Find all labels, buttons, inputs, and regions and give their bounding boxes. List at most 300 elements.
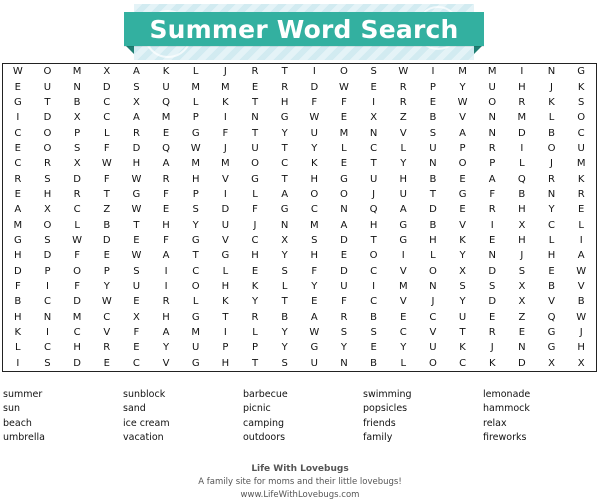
grid-letter: U bbox=[310, 127, 318, 139]
grid-letter: A bbox=[340, 219, 348, 231]
grid-letter: H bbox=[73, 342, 81, 354]
grid-letter: U bbox=[221, 219, 230, 231]
grid-letter: U bbox=[488, 81, 496, 93]
grid-letter: B bbox=[548, 127, 555, 139]
grid-letter: M bbox=[487, 66, 497, 78]
grid-letter: B bbox=[518, 188, 526, 200]
grid-letter: C bbox=[370, 265, 378, 277]
grid-letter: Y bbox=[281, 327, 288, 339]
grid-letter: B bbox=[429, 219, 437, 231]
grid-letter: V bbox=[459, 112, 466, 124]
word-list-column bbox=[363, 388, 483, 445]
grid-letter: D bbox=[429, 204, 437, 216]
grid-letter: S bbox=[577, 96, 585, 108]
grid-letter: M bbox=[13, 219, 23, 231]
grid-letter: N bbox=[547, 66, 556, 78]
grid-letter: T bbox=[133, 219, 140, 231]
grid-letter: T bbox=[192, 250, 199, 262]
grid-letter: T bbox=[370, 235, 377, 247]
grid-letter: H bbox=[547, 250, 556, 262]
grid-letter: S bbox=[44, 173, 51, 185]
grid-letter: V bbox=[103, 327, 111, 339]
grid-letter: E bbox=[370, 81, 377, 93]
grid-letter: C bbox=[43, 342, 51, 354]
grid-letter: R bbox=[14, 173, 22, 185]
grid-letter: D bbox=[43, 112, 52, 124]
grid-letter: D bbox=[73, 357, 81, 369]
grid-letter: U bbox=[429, 342, 437, 354]
grid-letter: N bbox=[340, 204, 348, 216]
grid-letter: E bbox=[133, 342, 140, 354]
grid-letter: H bbox=[221, 357, 230, 369]
grid-letter: R bbox=[488, 142, 496, 154]
grid-letter: I bbox=[490, 219, 494, 231]
grid-letter: E bbox=[14, 81, 21, 93]
grid-letter: I bbox=[223, 112, 227, 124]
grid-letter: I bbox=[223, 327, 227, 339]
grid-letter: H bbox=[14, 311, 22, 323]
grid-letter: A bbox=[162, 250, 170, 262]
grid-letter: K bbox=[222, 296, 229, 308]
grid-letter: E bbox=[311, 296, 318, 308]
grid-letter: Y bbox=[400, 342, 407, 354]
grid-letter: E bbox=[162, 204, 170, 216]
grid-letter: B bbox=[103, 219, 111, 231]
grid-letter: C bbox=[281, 158, 289, 170]
grid-letter: Y bbox=[281, 127, 288, 139]
footer bbox=[0, 463, 600, 502]
grid-letter: S bbox=[281, 265, 288, 277]
grid-letter: S bbox=[133, 81, 140, 93]
grid-letter: H bbox=[280, 96, 289, 108]
grid-letter: K bbox=[577, 173, 585, 185]
grid-letter: K bbox=[251, 281, 259, 293]
grid-letter: K bbox=[577, 81, 585, 93]
grid-letter: C bbox=[43, 296, 51, 308]
grid-letter: S bbox=[489, 281, 496, 293]
grid-letter: C bbox=[73, 327, 81, 339]
grid-letter: C bbox=[192, 265, 200, 277]
grid-letter: A bbox=[162, 158, 170, 170]
grid-letter: M bbox=[191, 158, 201, 170]
grid-letter: D bbox=[310, 81, 319, 93]
grid-letter: A bbox=[14, 204, 22, 216]
grid-letter: F bbox=[252, 204, 258, 216]
grid-letter: R bbox=[103, 342, 111, 354]
grid-letter: M bbox=[576, 158, 586, 170]
grid-letter: G bbox=[340, 173, 348, 185]
word-list-item: hammock bbox=[483, 403, 530, 415]
grid-letter: M bbox=[161, 112, 171, 124]
grid-letter: L bbox=[578, 219, 584, 231]
grid-letter: R bbox=[548, 173, 555, 185]
grid-letter: V bbox=[548, 296, 555, 308]
grid-letter: M bbox=[221, 81, 230, 93]
grid-letter: C bbox=[132, 357, 140, 369]
grid-letter: H bbox=[399, 173, 408, 185]
grid-letter: H bbox=[221, 281, 230, 293]
grid-letter: S bbox=[518, 265, 526, 277]
grid-letter: G bbox=[191, 127, 200, 139]
grid-letter: J bbox=[253, 219, 257, 231]
grid-letter: X bbox=[132, 96, 140, 108]
grid-letter: C bbox=[548, 219, 555, 231]
grid-letter: P bbox=[429, 81, 436, 93]
grid-letter: O bbox=[340, 66, 348, 78]
grid-letter: F bbox=[133, 327, 140, 339]
grid-letter: B bbox=[14, 296, 22, 308]
word-list-item: relax bbox=[483, 417, 507, 429]
grid-letter: L bbox=[341, 142, 347, 154]
grid-letter: V bbox=[221, 235, 229, 247]
grid-letter: C bbox=[103, 112, 111, 124]
grid-letter: R bbox=[162, 173, 170, 185]
grid-letter: D bbox=[43, 250, 52, 262]
grid-letter: J bbox=[550, 81, 553, 93]
grid-letter: Q bbox=[162, 142, 170, 154]
grid-letter: V bbox=[577, 281, 585, 293]
grid-letter: D bbox=[132, 142, 141, 154]
grid-letter: B bbox=[577, 296, 585, 308]
word-list bbox=[3, 388, 598, 445]
grid-letter: F bbox=[489, 188, 496, 200]
word-list-item: lemonade bbox=[483, 389, 531, 400]
grid-letter: I bbox=[372, 96, 376, 108]
grid-letter: V bbox=[162, 357, 170, 369]
grid-letter: G bbox=[132, 188, 141, 200]
grid-letter: G bbox=[280, 204, 289, 216]
word-list-column bbox=[123, 388, 243, 445]
grid-letter: A bbox=[577, 250, 585, 262]
grid-letter: N bbox=[340, 357, 348, 369]
grid-letter: D bbox=[340, 235, 348, 247]
grid-letter: R bbox=[73, 188, 81, 200]
grid-letter: Y bbox=[459, 296, 466, 308]
grid-letter: X bbox=[577, 357, 585, 369]
grid-letter: L bbox=[222, 265, 229, 277]
grid-letter: R bbox=[43, 158, 51, 170]
grid-letter: W bbox=[72, 235, 83, 247]
word-list-item: swimming bbox=[363, 389, 412, 400]
grid-letter: T bbox=[222, 311, 229, 323]
grid-letter: G bbox=[221, 250, 230, 262]
grid-letter: C bbox=[429, 311, 437, 323]
grid-letter: F bbox=[163, 188, 169, 200]
grid-letter: M bbox=[458, 66, 467, 78]
grid-letter: J bbox=[431, 296, 435, 308]
grid-letter: T bbox=[370, 158, 377, 170]
grid-letter: M bbox=[72, 66, 82, 78]
grid-letter: R bbox=[132, 127, 140, 139]
grid-letter: O bbox=[43, 127, 52, 139]
grid-letter: J bbox=[372, 188, 376, 200]
grid-letter: E bbox=[251, 265, 259, 277]
grid-letter: R bbox=[488, 204, 496, 216]
grid-letter: O bbox=[43, 66, 52, 78]
grid-letter: G bbox=[458, 188, 467, 200]
grid-letter: O bbox=[43, 219, 52, 231]
grid-letter: W bbox=[339, 81, 349, 93]
word-list-item: fireworks bbox=[483, 431, 527, 443]
grid-letter: R bbox=[340, 311, 348, 323]
grid-letter: F bbox=[74, 281, 80, 293]
grid-letter: C bbox=[399, 327, 407, 339]
grid-letter: H bbox=[251, 250, 259, 262]
word-list-item: sand bbox=[123, 403, 146, 415]
grid-letter: K bbox=[459, 342, 466, 354]
footer-url[interactable]: www.LifeWithLovebugs.com bbox=[240, 490, 360, 500]
grid-letter: E bbox=[251, 81, 259, 93]
grid-letter: P bbox=[489, 158, 496, 170]
grid-letter: H bbox=[369, 219, 378, 231]
grid-letter: O bbox=[191, 281, 200, 293]
grid-letter: F bbox=[341, 296, 347, 308]
grid-letter: D bbox=[518, 357, 526, 369]
grid-letter: J bbox=[223, 66, 227, 78]
word-list-item: camping bbox=[243, 417, 285, 429]
grid-letter: N bbox=[488, 112, 496, 124]
grid-letter: F bbox=[311, 265, 318, 277]
word-list-item: sun bbox=[3, 403, 20, 415]
grid-letter: R bbox=[399, 96, 407, 108]
grid-letter: C bbox=[103, 96, 111, 108]
grid-letter: C bbox=[14, 158, 22, 170]
grid-letter: O bbox=[428, 357, 437, 369]
grid-letter: E bbox=[578, 204, 585, 216]
grid-letter: C bbox=[310, 204, 318, 216]
grid-letter: U bbox=[162, 81, 170, 93]
grid-letter: E bbox=[340, 158, 348, 170]
grid-letter: L bbox=[400, 357, 407, 369]
grid-letter: V bbox=[221, 173, 229, 185]
grid-letter: K bbox=[14, 327, 22, 339]
grid-letter: U bbox=[310, 357, 318, 369]
grid-letter: E bbox=[459, 173, 466, 185]
grid-letter: W bbox=[101, 296, 112, 308]
grid-letter: W bbox=[131, 173, 142, 185]
grid-letter: G bbox=[577, 66, 586, 78]
grid-letter: D bbox=[73, 296, 81, 308]
grid-letter: C bbox=[370, 296, 378, 308]
grid-letter: R bbox=[162, 296, 170, 308]
grid-letter: E bbox=[133, 296, 140, 308]
word-list-column bbox=[243, 388, 363, 445]
grid-letter: G bbox=[547, 342, 556, 354]
word-search-grid bbox=[2, 63, 597, 372]
grid-letter: B bbox=[429, 173, 437, 185]
grid-letter: D bbox=[221, 204, 230, 216]
grid-letter: X bbox=[103, 66, 111, 78]
grid-letter: W bbox=[398, 66, 409, 78]
grid-letter: S bbox=[370, 327, 377, 339]
grid-letter: K bbox=[459, 235, 466, 247]
grid-letter: M bbox=[191, 327, 201, 339]
grid-letter: O bbox=[547, 142, 556, 154]
grid-letter: S bbox=[281, 357, 288, 369]
grid-letter: F bbox=[103, 142, 110, 154]
grid-letter: U bbox=[399, 188, 407, 200]
grid-letter: G bbox=[399, 219, 408, 231]
grid-letter: G bbox=[13, 96, 22, 108]
title-ribbon bbox=[124, 12, 484, 46]
grid-letter: J bbox=[550, 158, 553, 170]
grid-letter: P bbox=[44, 265, 51, 277]
grid-letter: C bbox=[73, 204, 81, 216]
word-list-item: ice cream bbox=[123, 417, 170, 429]
grid-letter: G bbox=[191, 235, 200, 247]
grid-letter: H bbox=[577, 342, 585, 354]
grid-letter: E bbox=[548, 265, 555, 277]
grid-letter: L bbox=[519, 158, 525, 170]
grid-letter: O bbox=[369, 250, 378, 262]
grid-letter: U bbox=[340, 281, 348, 293]
grid-letter: J bbox=[579, 327, 583, 339]
grid-letter: L bbox=[74, 219, 80, 231]
grid-letter: I bbox=[372, 281, 376, 293]
grid-letter: X bbox=[44, 204, 51, 216]
grid-letter: X bbox=[459, 265, 466, 277]
grid-letter: Y bbox=[103, 281, 110, 293]
grid-letter: G bbox=[251, 173, 259, 185]
grid-letter: E bbox=[489, 235, 496, 247]
grid-letter: T bbox=[281, 173, 288, 185]
grid-letter: Z bbox=[399, 112, 407, 124]
grid-letter: Z bbox=[518, 311, 526, 323]
grid-letter: B bbox=[370, 357, 378, 369]
grid-letter: S bbox=[311, 235, 318, 247]
grid-letter: N bbox=[547, 188, 556, 200]
grid-letter: O bbox=[251, 158, 259, 170]
grid-letter: N bbox=[73, 81, 81, 93]
grid-letter: N bbox=[429, 158, 437, 170]
grid-letter: K bbox=[162, 66, 170, 78]
grid-letter: X bbox=[73, 112, 81, 124]
grid-letter: F bbox=[103, 173, 110, 185]
word-list-item: picnic bbox=[243, 403, 271, 415]
grid-letter: B bbox=[548, 281, 555, 293]
footer-tagline: A family site for moms and their little lovebugs! bbox=[198, 477, 402, 487]
word-list-item: umbrella bbox=[3, 431, 45, 443]
grid-letter: F bbox=[163, 235, 169, 247]
grid-letter: I bbox=[164, 265, 168, 277]
grid-letter: K bbox=[222, 96, 229, 108]
grid-letter: X bbox=[518, 219, 526, 231]
grid-letter: B bbox=[73, 96, 81, 108]
grid-letter: T bbox=[429, 188, 436, 200]
grid-letter: M bbox=[398, 281, 408, 293]
grid-letter: D bbox=[518, 127, 526, 139]
grid-letter: T bbox=[281, 66, 288, 78]
grid-letter: M bbox=[309, 219, 319, 231]
grid-letter: H bbox=[43, 188, 52, 200]
grid-letter: W bbox=[309, 112, 320, 124]
grid-letter: J bbox=[223, 142, 227, 154]
grid-letter: Y bbox=[281, 342, 288, 354]
grid-letter: G bbox=[280, 112, 289, 124]
grid-letter: X bbox=[518, 281, 526, 293]
grid-letter: I bbox=[16, 357, 20, 369]
grid-letter: T bbox=[459, 327, 466, 339]
grid-letter: R bbox=[251, 66, 259, 78]
grid-letter: A bbox=[132, 66, 140, 78]
grid-letter: N bbox=[43, 311, 52, 323]
grid-letter: W bbox=[131, 250, 142, 262]
grid-letter: O bbox=[310, 188, 319, 200]
grid-letter: T bbox=[251, 96, 259, 108]
grid-letter: G bbox=[547, 327, 556, 339]
grid-letter: Q bbox=[547, 311, 556, 323]
grid-letter: K bbox=[311, 158, 318, 170]
grid-letter: F bbox=[14, 281, 21, 293]
grid-letter: N bbox=[429, 281, 437, 293]
grid-letter: I bbox=[45, 327, 49, 339]
grid-letter: Y bbox=[192, 219, 199, 231]
grid-letter: R bbox=[251, 311, 259, 323]
grid-letter: K bbox=[548, 96, 555, 108]
grid-letter: E bbox=[459, 204, 466, 216]
grid-letter: U bbox=[429, 142, 437, 154]
grid-letter: H bbox=[191, 173, 200, 185]
grid-letter: N bbox=[251, 112, 259, 124]
grid-letter: L bbox=[15, 342, 21, 354]
grid-letter: O bbox=[43, 142, 52, 154]
grid-letter: U bbox=[577, 142, 585, 154]
grid-letter: F bbox=[74, 250, 80, 262]
grid-letter: W bbox=[576, 311, 587, 323]
grid-letter: N bbox=[280, 219, 289, 231]
word-list-column bbox=[483, 388, 600, 445]
grid-letter: L bbox=[192, 296, 199, 308]
grid-letter: R bbox=[518, 96, 526, 108]
grid-letter: A bbox=[310, 311, 318, 323]
word-list-item: popsicles bbox=[363, 403, 408, 415]
grid-letter: A bbox=[459, 127, 466, 139]
word-list-item: vacation bbox=[123, 431, 164, 443]
grid-letter: M bbox=[221, 158, 230, 170]
grid-letter: X bbox=[73, 158, 81, 170]
grid-letter: I bbox=[431, 66, 435, 78]
grid-letter: E bbox=[103, 357, 110, 369]
grid-letter: S bbox=[459, 281, 466, 293]
grid-letter: W bbox=[12, 66, 23, 78]
grid-letter: I bbox=[520, 66, 524, 78]
grid-letter: H bbox=[518, 81, 526, 93]
grid-letter: S bbox=[44, 357, 51, 369]
grid-letter: E bbox=[14, 188, 21, 200]
grid-letter: I bbox=[16, 112, 20, 124]
grid-letter: R bbox=[488, 327, 496, 339]
word-list-item: friends bbox=[363, 417, 396, 429]
grid-letter: A bbox=[399, 204, 407, 216]
grid-letter: P bbox=[192, 188, 199, 200]
grid-letter: G bbox=[13, 235, 22, 247]
grid-letter: D bbox=[13, 265, 22, 277]
grid-letter: R bbox=[399, 81, 407, 93]
grid-letter: L bbox=[103, 127, 110, 139]
grid-letter: S bbox=[429, 127, 437, 139]
grid-letter: V bbox=[399, 127, 407, 139]
grid-letter: C bbox=[370, 142, 378, 154]
grid-letter: A bbox=[281, 188, 289, 200]
word-list-item: sunblock bbox=[123, 389, 166, 400]
grid-letter: Q bbox=[369, 204, 378, 216]
grid-letter: L bbox=[281, 281, 288, 293]
grid-letter: E bbox=[133, 235, 140, 247]
word-list-item: summer bbox=[3, 389, 43, 400]
grid-letter: F bbox=[311, 96, 318, 108]
grid-letter: E bbox=[400, 311, 407, 323]
grid-letter: S bbox=[340, 327, 348, 339]
